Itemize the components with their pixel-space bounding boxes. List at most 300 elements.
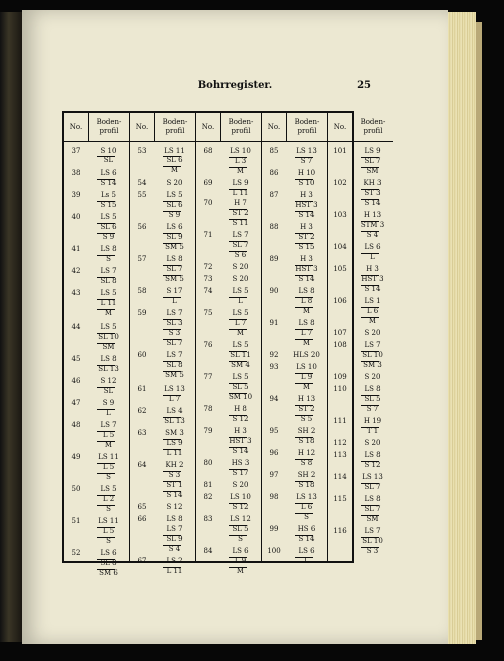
- table-header-row: [64, 113, 393, 142]
- soil-profile: LS 9: [166, 439, 183, 447]
- soil-profile: H 13: [363, 211, 382, 219]
- profile-fraction-bar: [97, 333, 115, 334]
- bore-number: 101: [333, 147, 347, 155]
- soil-profile: L 3: [234, 157, 247, 165]
- profile-fraction-bar: [361, 307, 379, 308]
- header-profile: [221, 113, 262, 142]
- profile-fraction-bar: [163, 535, 181, 536]
- header-profile-line: Boden-: [360, 118, 386, 126]
- soil-profile: SL 13: [98, 365, 119, 373]
- bore-number: 61: [137, 385, 147, 393]
- soil-profile: STM 3: [360, 221, 385, 229]
- bore-number: 110: [333, 385, 347, 393]
- profile-fraction-bar: [163, 491, 181, 492]
- profile-fraction-bar: [295, 437, 313, 438]
- soil-profile: SL 7: [364, 483, 381, 491]
- soil-profile: S 20: [232, 263, 249, 271]
- profile-fraction-bar: [295, 405, 313, 406]
- soil-profile: H 3: [300, 191, 313, 199]
- bore-number: 73: [203, 275, 213, 283]
- profile-fraction-bar: [361, 505, 379, 506]
- profile-fraction-bar: [163, 449, 181, 450]
- soil-profile: S 15: [298, 243, 315, 251]
- profile-fraction-bar: [229, 329, 247, 330]
- running-head: Bohrregister.: [197, 80, 273, 91]
- soil-profile: S 14: [100, 179, 117, 187]
- header-profile: [89, 113, 130, 142]
- soil-profile: S: [238, 535, 243, 543]
- profile-fraction-bar: [97, 409, 115, 410]
- bore-number: 55: [137, 191, 147, 199]
- soil-profile: L 9: [234, 557, 247, 565]
- bore-number: 51: [71, 517, 81, 525]
- profile-fraction-bar: [295, 243, 313, 244]
- profile-fraction-bar: [163, 211, 181, 212]
- profile-fraction-bar: [295, 481, 313, 482]
- profile-fraction-bar: [97, 179, 115, 180]
- bore-number: 46: [71, 377, 81, 385]
- soil-profile: LS 7: [166, 309, 183, 317]
- column-group-1: [64, 142, 130, 577]
- soil-profile: LS 8: [298, 319, 315, 327]
- profile-fraction-bar: [361, 199, 379, 200]
- bore-number: 62: [137, 407, 147, 415]
- soil-profile: H 3: [300, 255, 313, 263]
- soil-profile: L 2: [102, 495, 115, 503]
- soil-profile: LS 7: [166, 351, 183, 359]
- profile-fraction-bar: [163, 156, 181, 157]
- profile-fraction-bar: [97, 233, 115, 234]
- soil-profile: SH 2: [297, 471, 316, 479]
- profile-fraction-bar: [229, 525, 247, 526]
- soil-profile: S 10: [298, 179, 315, 187]
- soil-profile: ST 2: [298, 233, 315, 241]
- bore-number: 72: [203, 263, 213, 271]
- bore-number: 50: [71, 485, 81, 493]
- profile-fraction-bar: [295, 265, 313, 266]
- soil-profile: L 11: [100, 299, 117, 307]
- soil-profile: SM 5: [165, 243, 184, 251]
- profile-fraction-bar: [361, 221, 379, 222]
- bore-number: 41: [71, 245, 81, 253]
- profile-fraction-bar: [163, 361, 181, 362]
- profile-fraction-bar: [163, 471, 181, 472]
- soil-profile: LS 8: [166, 255, 183, 263]
- column-group-5: [328, 142, 394, 562]
- bore-number: 83: [203, 515, 213, 523]
- profile-fraction-bar: [229, 567, 247, 568]
- bore-number: 102: [333, 179, 347, 187]
- soil-profile: LS 5: [100, 289, 117, 297]
- profile-fraction-bar: [295, 201, 313, 202]
- soil-profile: SL 10: [362, 351, 383, 359]
- soil-profile: S 20: [166, 179, 183, 187]
- soil-profile: LS 5: [100, 485, 117, 493]
- profile-fraction-bar: [361, 317, 379, 318]
- bore-number: 68: [203, 147, 213, 155]
- bore-number: 44: [71, 323, 81, 331]
- profile-fraction-bar: [295, 275, 313, 276]
- soil-profile: LS 5: [232, 287, 249, 295]
- soil-profile: LS 11: [164, 147, 185, 155]
- soil-profile: H 12: [297, 449, 316, 457]
- soil-profile: SL 6: [100, 223, 117, 231]
- soil-profile: HST 3: [361, 275, 384, 283]
- bore-number: 95: [269, 427, 279, 435]
- bore-number: 103: [333, 211, 347, 219]
- profile-fraction-bar: [97, 309, 115, 310]
- profile-fraction-bar: [163, 201, 181, 202]
- profile-fraction-bar: [163, 395, 181, 396]
- soil-profile: SL 10: [362, 537, 383, 545]
- profile-fraction-bar: [361, 461, 379, 462]
- profile-fraction-bar: [229, 209, 247, 210]
- profile-fraction-bar: [295, 179, 313, 180]
- profile-fraction-bar: [97, 223, 115, 224]
- profile-fraction-bar: [229, 251, 247, 252]
- soil-profile: S 14: [364, 199, 381, 207]
- header-no: No.: [196, 113, 221, 142]
- soil-profile: S 3: [168, 329, 181, 337]
- soil-profile: LS 5: [166, 191, 183, 199]
- soil-profile: SM: [102, 343, 115, 351]
- soil-profile: S: [106, 505, 111, 513]
- soil-profile: M: [236, 167, 245, 175]
- profile-fraction-bar: [163, 166, 181, 167]
- soil-profile: LS 6: [100, 169, 117, 177]
- profile-fraction-bar: [97, 559, 115, 560]
- bore-number: 45: [71, 355, 81, 363]
- profile-fraction-bar: [229, 167, 247, 168]
- soil-profile: ST 2: [298, 405, 315, 413]
- soil-profile: LS 8: [364, 451, 381, 459]
- soil-profile: LS 12: [230, 515, 251, 523]
- soil-profile: SL 13: [164, 417, 185, 425]
- soil-profile: S 7: [366, 405, 379, 413]
- profile-fraction-bar: [229, 383, 247, 384]
- bore-number: 70: [203, 199, 213, 207]
- soil-profile: LS 6: [100, 549, 117, 557]
- profile-fraction-bar: [361, 483, 379, 484]
- soil-profile: SL 7: [232, 241, 249, 249]
- bore-number: 109: [333, 373, 347, 381]
- profile-fraction-bar: [361, 515, 379, 516]
- header-profile-line: profil: [99, 127, 119, 135]
- soil-profile: S 5: [300, 415, 313, 423]
- soil-profile: SM 6: [99, 569, 118, 577]
- profile-fraction-bar: [361, 189, 379, 190]
- soil-profile: S 20: [232, 481, 249, 489]
- soil-profile: S 12: [232, 415, 249, 423]
- soil-profile: LS 6: [232, 547, 249, 555]
- soil-profile: LS 7: [166, 525, 183, 533]
- profile-fraction-bar: [229, 297, 247, 298]
- soil-profile: LS 11: [98, 453, 119, 461]
- soil-profile: KH 3: [363, 179, 382, 187]
- profile-fraction-bar: [229, 503, 247, 504]
- profile-fraction-bar: [97, 343, 115, 344]
- profile-fraction-bar: [361, 351, 379, 352]
- soil-profile: S 12: [166, 503, 183, 511]
- soil-profile: L 7: [168, 395, 181, 403]
- soil-profile: S 9: [102, 399, 115, 407]
- bore-number: 107: [333, 329, 347, 337]
- soil-profile: SL 3: [166, 319, 183, 327]
- bore-number: 47: [71, 399, 81, 407]
- bore-number: 78: [203, 405, 213, 413]
- profile-fraction-bar: [361, 167, 379, 168]
- soil-profile: S 12: [364, 461, 381, 469]
- soil-profile: HST 3: [295, 265, 318, 273]
- profile-fraction-bar: [229, 241, 247, 242]
- soil-profile: SL 8: [166, 361, 183, 369]
- profile-fraction-bar: [361, 395, 379, 396]
- soil-profile: L 6: [300, 503, 313, 511]
- profile-fraction-bar: [163, 545, 181, 546]
- soil-profile: S 14: [298, 535, 315, 543]
- soil-profile: ST 2: [232, 209, 249, 217]
- bore-number: 111: [333, 417, 347, 425]
- soil-profile: S: [106, 537, 111, 545]
- bore-number: 99: [269, 525, 279, 533]
- soil-profile: SL 6: [166, 156, 183, 164]
- bore-number: 56: [137, 223, 147, 231]
- soil-profile: S 4: [366, 231, 379, 239]
- profile-fraction-bar: [295, 339, 313, 340]
- soil-profile: LS 10: [230, 493, 251, 501]
- header-profile-line: profil: [297, 127, 317, 135]
- soil-profile: L 11: [166, 449, 183, 457]
- soil-profile: LS 6: [364, 243, 381, 251]
- soil-profile: SL 11: [230, 351, 251, 359]
- bore-number: 79: [203, 427, 213, 435]
- bore-number: 40: [71, 213, 81, 221]
- soil-profile: L 5: [102, 431, 115, 439]
- profile-fraction-bar: [295, 557, 313, 558]
- bore-number: 76: [203, 341, 213, 349]
- bore-number: 104: [333, 243, 347, 251]
- soil-profile: S 20: [364, 373, 381, 381]
- soil-profile: S 8: [300, 459, 313, 467]
- bore-number: 66: [137, 515, 147, 523]
- soil-profile: LS 5: [232, 309, 249, 317]
- profile-fraction-bar: [295, 307, 313, 308]
- soil-profile: LS 10: [296, 363, 317, 371]
- book-cover-edge: [476, 22, 482, 640]
- soil-profile: L: [238, 297, 243, 305]
- table-body-row: [64, 142, 393, 562]
- soil-profile: LS 9: [232, 179, 249, 187]
- bore-number: 89: [269, 255, 279, 263]
- header-profile-line: profil: [363, 127, 383, 135]
- soil-profile: LS 7: [364, 527, 381, 535]
- soil-profile: S 14: [232, 447, 249, 455]
- profile-fraction-bar: [295, 329, 313, 330]
- soil-profile: LS 9: [364, 147, 381, 155]
- soil-profile: H 19: [363, 417, 382, 425]
- profile-fraction-bar: [229, 415, 247, 416]
- soil-profile: L 7: [234, 319, 247, 327]
- bore-number: 113: [333, 451, 347, 459]
- profile-fraction-bar: [163, 297, 181, 298]
- header-profile: [353, 113, 394, 142]
- soil-profile: LS 5: [232, 341, 249, 349]
- soil-profile: LS 8: [298, 287, 315, 295]
- profile-fraction-bar: [97, 527, 115, 528]
- profile-fraction-bar: [163, 329, 181, 330]
- profile-fraction-bar: [97, 463, 115, 464]
- profile-fraction-bar: [97, 441, 115, 442]
- soil-profile: S 18: [298, 481, 315, 489]
- soil-profile: SL: [103, 387, 114, 395]
- bore-number: 71: [203, 231, 213, 239]
- soil-profile: M: [104, 441, 113, 449]
- soil-profile: LS 7: [100, 267, 117, 275]
- soil-profile: S 14: [166, 491, 183, 499]
- soil-profile: LS 8: [364, 385, 381, 393]
- profile-fraction-bar: [361, 405, 379, 406]
- profile-fraction-bar: [163, 439, 181, 440]
- profile-fraction-bar: [163, 265, 181, 266]
- header-no: No.: [328, 113, 353, 142]
- profile-fraction-bar: [97, 431, 115, 432]
- soil-profile: L: [304, 557, 309, 565]
- bore-number: 100: [267, 547, 281, 555]
- soil-profile: S 4: [168, 545, 181, 553]
- soil-profile: S 17: [232, 469, 249, 477]
- bore-number: 81: [203, 481, 213, 489]
- soil-profile: HLS 20: [293, 351, 320, 359]
- soil-profile: LS 5: [232, 373, 249, 381]
- bore-number: 42: [71, 267, 81, 275]
- profile-fraction-bar: [229, 437, 247, 438]
- soil-profile: LS 5: [100, 323, 117, 331]
- bore-number: 38: [71, 169, 81, 177]
- profile-fraction-bar: [295, 415, 313, 416]
- soil-profile: S 17: [166, 287, 183, 295]
- page-number: 25: [357, 80, 371, 91]
- bore-number: 49: [71, 453, 81, 461]
- header-profile-line: Boden-: [294, 118, 320, 126]
- soil-profile: H 7: [234, 199, 247, 207]
- soil-profile: L 8: [300, 297, 313, 305]
- profile-fraction-bar: [163, 275, 181, 276]
- soil-profile: LS 8: [100, 355, 117, 363]
- profile-fraction-bar: [361, 253, 379, 254]
- soil-profile: S 20: [364, 439, 381, 447]
- soil-profile: S 14: [364, 285, 381, 293]
- profile-fraction-bar: [295, 513, 313, 514]
- profile-fraction-bar: [229, 393, 247, 394]
- soil-profile: SM 5: [165, 371, 184, 379]
- soil-profile: LS 8: [100, 245, 117, 253]
- bore-number: 57: [137, 255, 147, 263]
- profile-fraction-bar: [295, 535, 313, 536]
- column-group-2: [130, 142, 196, 575]
- soil-profile: SL 10: [98, 333, 119, 341]
- soil-profile: S 20: [232, 275, 249, 283]
- soil-profile: LS 7: [364, 341, 381, 349]
- profile-fraction-bar: [97, 156, 115, 157]
- soil-profile: M: [368, 317, 377, 325]
- header-profile-line: Boden-: [96, 118, 122, 126]
- bore-number: 53: [137, 147, 147, 155]
- bore-number: 64: [137, 461, 147, 469]
- soil-profile: SL 8: [100, 277, 117, 285]
- bore-number: 59: [137, 309, 147, 317]
- soil-profile: HST 3: [229, 437, 252, 445]
- header-no: No.: [262, 113, 287, 142]
- soil-profile: L 7: [300, 329, 313, 337]
- soil-profile: SM 4: [231, 361, 250, 369]
- profile-fraction-bar: [97, 505, 115, 506]
- soil-profile: LS 1: [364, 297, 381, 305]
- bore-number: 82: [203, 493, 213, 501]
- soil-profile: L: [370, 253, 375, 261]
- profile-fraction-bar: [361, 537, 379, 538]
- profile-fraction-bar: [295, 503, 313, 504]
- soil-profile: H 8: [234, 405, 247, 413]
- profile-fraction-bar: [295, 233, 313, 234]
- bore-number: 63: [137, 429, 147, 437]
- soil-profile: LS 13: [164, 385, 185, 393]
- bore-number: 105: [333, 265, 347, 273]
- soil-profile: M: [104, 309, 113, 317]
- header-profile-line: profil: [165, 127, 185, 135]
- soil-profile: SL 5: [364, 395, 381, 403]
- soil-profile: S 3: [168, 471, 181, 479]
- bore-number: 87: [269, 191, 279, 199]
- profile-fraction-bar: [97, 255, 115, 256]
- header-no: No.: [64, 113, 89, 142]
- profile-fraction-bar: [229, 469, 247, 470]
- bore-number: 94: [269, 395, 279, 403]
- profile-fraction-bar: [361, 275, 379, 276]
- page-edges: [448, 12, 476, 644]
- profile-fraction-bar: [295, 459, 313, 460]
- soil-profile: SL 5: [232, 383, 249, 391]
- soil-profile: M: [302, 383, 311, 391]
- bore-number: 98: [269, 493, 279, 501]
- profile-fraction-bar: [295, 373, 313, 374]
- soil-profile: S 12: [232, 503, 249, 511]
- soil-profile: S 20: [364, 329, 381, 337]
- bore-number: 97: [269, 471, 279, 479]
- soil-profile: LS 6: [166, 223, 183, 231]
- soil-profile: LS 4: [166, 407, 183, 415]
- bore-number: 116: [333, 527, 347, 535]
- profile-fraction-bar: [163, 233, 181, 234]
- profile-fraction-bar: [361, 361, 379, 362]
- soil-profile: SM 3: [165, 429, 184, 437]
- profile-fraction-bar: [163, 371, 181, 372]
- soil-profile: S 10: [100, 147, 117, 155]
- profile-fraction-bar: [97, 387, 115, 388]
- soil-profile: SM 10: [228, 393, 253, 401]
- bore-number: 67: [137, 557, 147, 565]
- profile-fraction-bar: [361, 547, 379, 548]
- profile-fraction-bar: [229, 351, 247, 352]
- soil-profile: LS 8: [166, 515, 183, 523]
- bore-number: 52: [71, 549, 81, 557]
- soil-profile: M: [236, 329, 245, 337]
- soil-profile: S 11: [232, 219, 249, 227]
- soil-profile: LS 7: [100, 421, 117, 429]
- soil-profile: M: [302, 339, 311, 347]
- bore-number: 88: [269, 223, 279, 231]
- bore-number: 90: [269, 287, 279, 295]
- soil-profile: M: [236, 567, 245, 575]
